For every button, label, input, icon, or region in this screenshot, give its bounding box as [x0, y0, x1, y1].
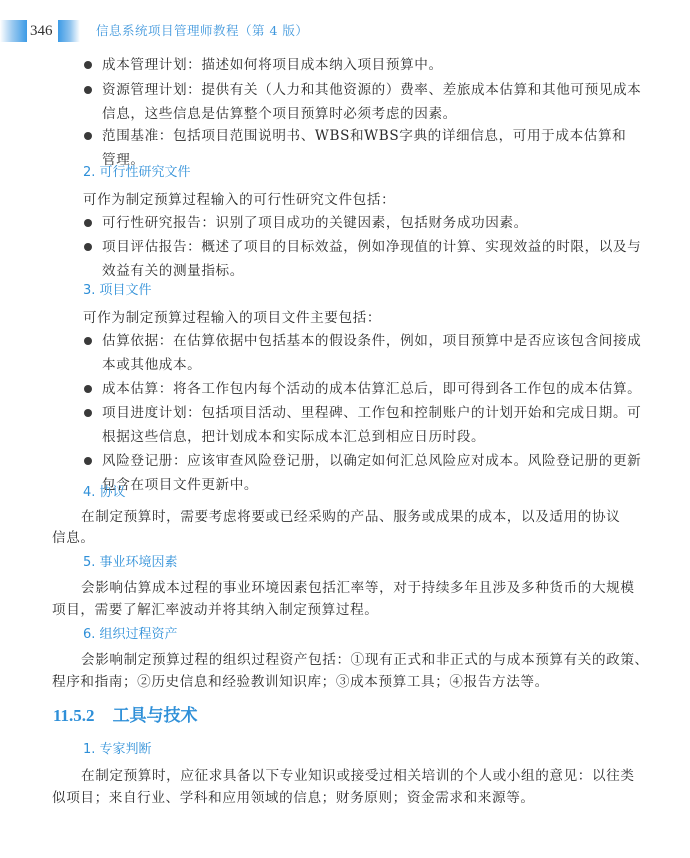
list-item-continuation: 信息，这些信息是估算整个项目预算时必须考虑的因素。 [102, 106, 457, 122]
bullet-icon [84, 219, 92, 227]
page-header [0, 20, 690, 44]
list-item: 范围基准：包括项目范围说明书、WBS和WBS字典的详细信息，可用于成本估算和 [102, 128, 627, 144]
list-item-continuation: 效益有关的测量指标。 [102, 263, 244, 279]
list-item: 成本管理计划：描述如何将项目成本纳入项目预算中。 [102, 57, 443, 73]
section-heading-tools [53, 704, 198, 728]
list-item: 估算依据：在估算依据中包括基本的假设条件，例如，项目预算中是否应该包含间接成 [102, 333, 642, 349]
list-item-continuation: 包含在项目文件更新中。 [102, 477, 259, 493]
list-item: 风险登记册：应该审查风险登记册，以确定如何汇总风险应对成本。风险登记册的更新 [102, 453, 642, 469]
bullet-icon [84, 243, 92, 251]
heading-expert-judgment: 1. 专家判断 [83, 742, 152, 757]
bullet-icon [84, 86, 92, 94]
list-item-continuation: 本或其他成本。 [102, 357, 202, 373]
list-item: 可行性研究报告：识别了项目成功的关键因素，包括财务成功因素。 [102, 215, 528, 231]
bullet-icon [84, 385, 92, 393]
paragraph-continuation: 项目，需要了解汇率波动并将其纳入制定预算过程。 [52, 602, 379, 618]
list-item: 资源管理计划：提供有关（人力和其他资源的）费率、差旅成本估算和其他可预见成本 [102, 82, 642, 98]
paragraph-continuation: 程序和指南；②历史信息和经验教训知识库；③成本预算工具；④报告方法等。 [52, 674, 549, 690]
bullet-icon [84, 337, 92, 345]
heading-opa: 6. 组织过程资产 [83, 627, 178, 642]
paragraph: 在制定预算时，应征求具备以下专业知识或接受过相关培训的个人或小组的意见：以往类 [81, 768, 635, 784]
bullet-icon [84, 61, 92, 69]
bullet-icon [84, 132, 92, 140]
paragraph: 可作为制定预算过程输入的可行性研究文件包括： [83, 192, 396, 208]
header-accent-bar-right [58, 20, 80, 42]
paragraph: 可作为制定预算过程输入的项目文件主要包括： [83, 310, 382, 326]
header-accent-bar-left [0, 20, 27, 42]
heading-feasibility: 2. 可行性研究文件 [83, 165, 191, 180]
book-title: 信息系统项目管理师教程（第 4 版） [96, 23, 309, 38]
list-item: 项目评估报告：概述了项目的目标效益，例如净现值的计算、实现效益的时限，以及与 [102, 239, 642, 255]
page-number: 346 [30, 23, 53, 39]
paragraph: 会影响制定预算过程的组织过程资产包括：①现有正式和非正式的与成本预算有关的政策、 [81, 652, 649, 668]
heading-project-docs: 3. 项目文件 [83, 283, 152, 298]
paragraph-continuation: 似项目；来自行业、学科和应用领域的信息；财务原则；资金需求和来源等。 [52, 790, 535, 806]
heading-agreements: 4. 协议 [83, 485, 126, 500]
section-number: 11.5.2 [53, 706, 95, 725]
section-title: 工具与技术 [112, 706, 198, 726]
list-item: 项目进度计划：包括项目活动、里程碑、工作包和控制账户的计划开始和完成日期。可 [102, 405, 642, 421]
list-item: 成本估算：将各工作包内每个活动的成本估算汇总后，即可得到各工作包的成本估算。 [102, 381, 642, 397]
paragraph-continuation: 信息。 [52, 530, 95, 546]
paragraph: 会影响估算成本过程的事业环境因素包括汇率等，对于持续多年且涉及多种货币的大规模 [81, 580, 635, 596]
paragraph: 在制定预算时，需要考虑将要或已经采购的产品、服务或成果的成本，以及适用的协议 [81, 509, 621, 525]
bullet-icon [84, 409, 92, 417]
bullet-icon [84, 457, 92, 465]
list-item-continuation: 管理。 [102, 152, 145, 168]
list-item-continuation: 根据这些信息，把计划成本和实际成本汇总到相应日历时段。 [102, 429, 486, 445]
heading-eef: 5. 事业环境因素 [83, 555, 178, 570]
